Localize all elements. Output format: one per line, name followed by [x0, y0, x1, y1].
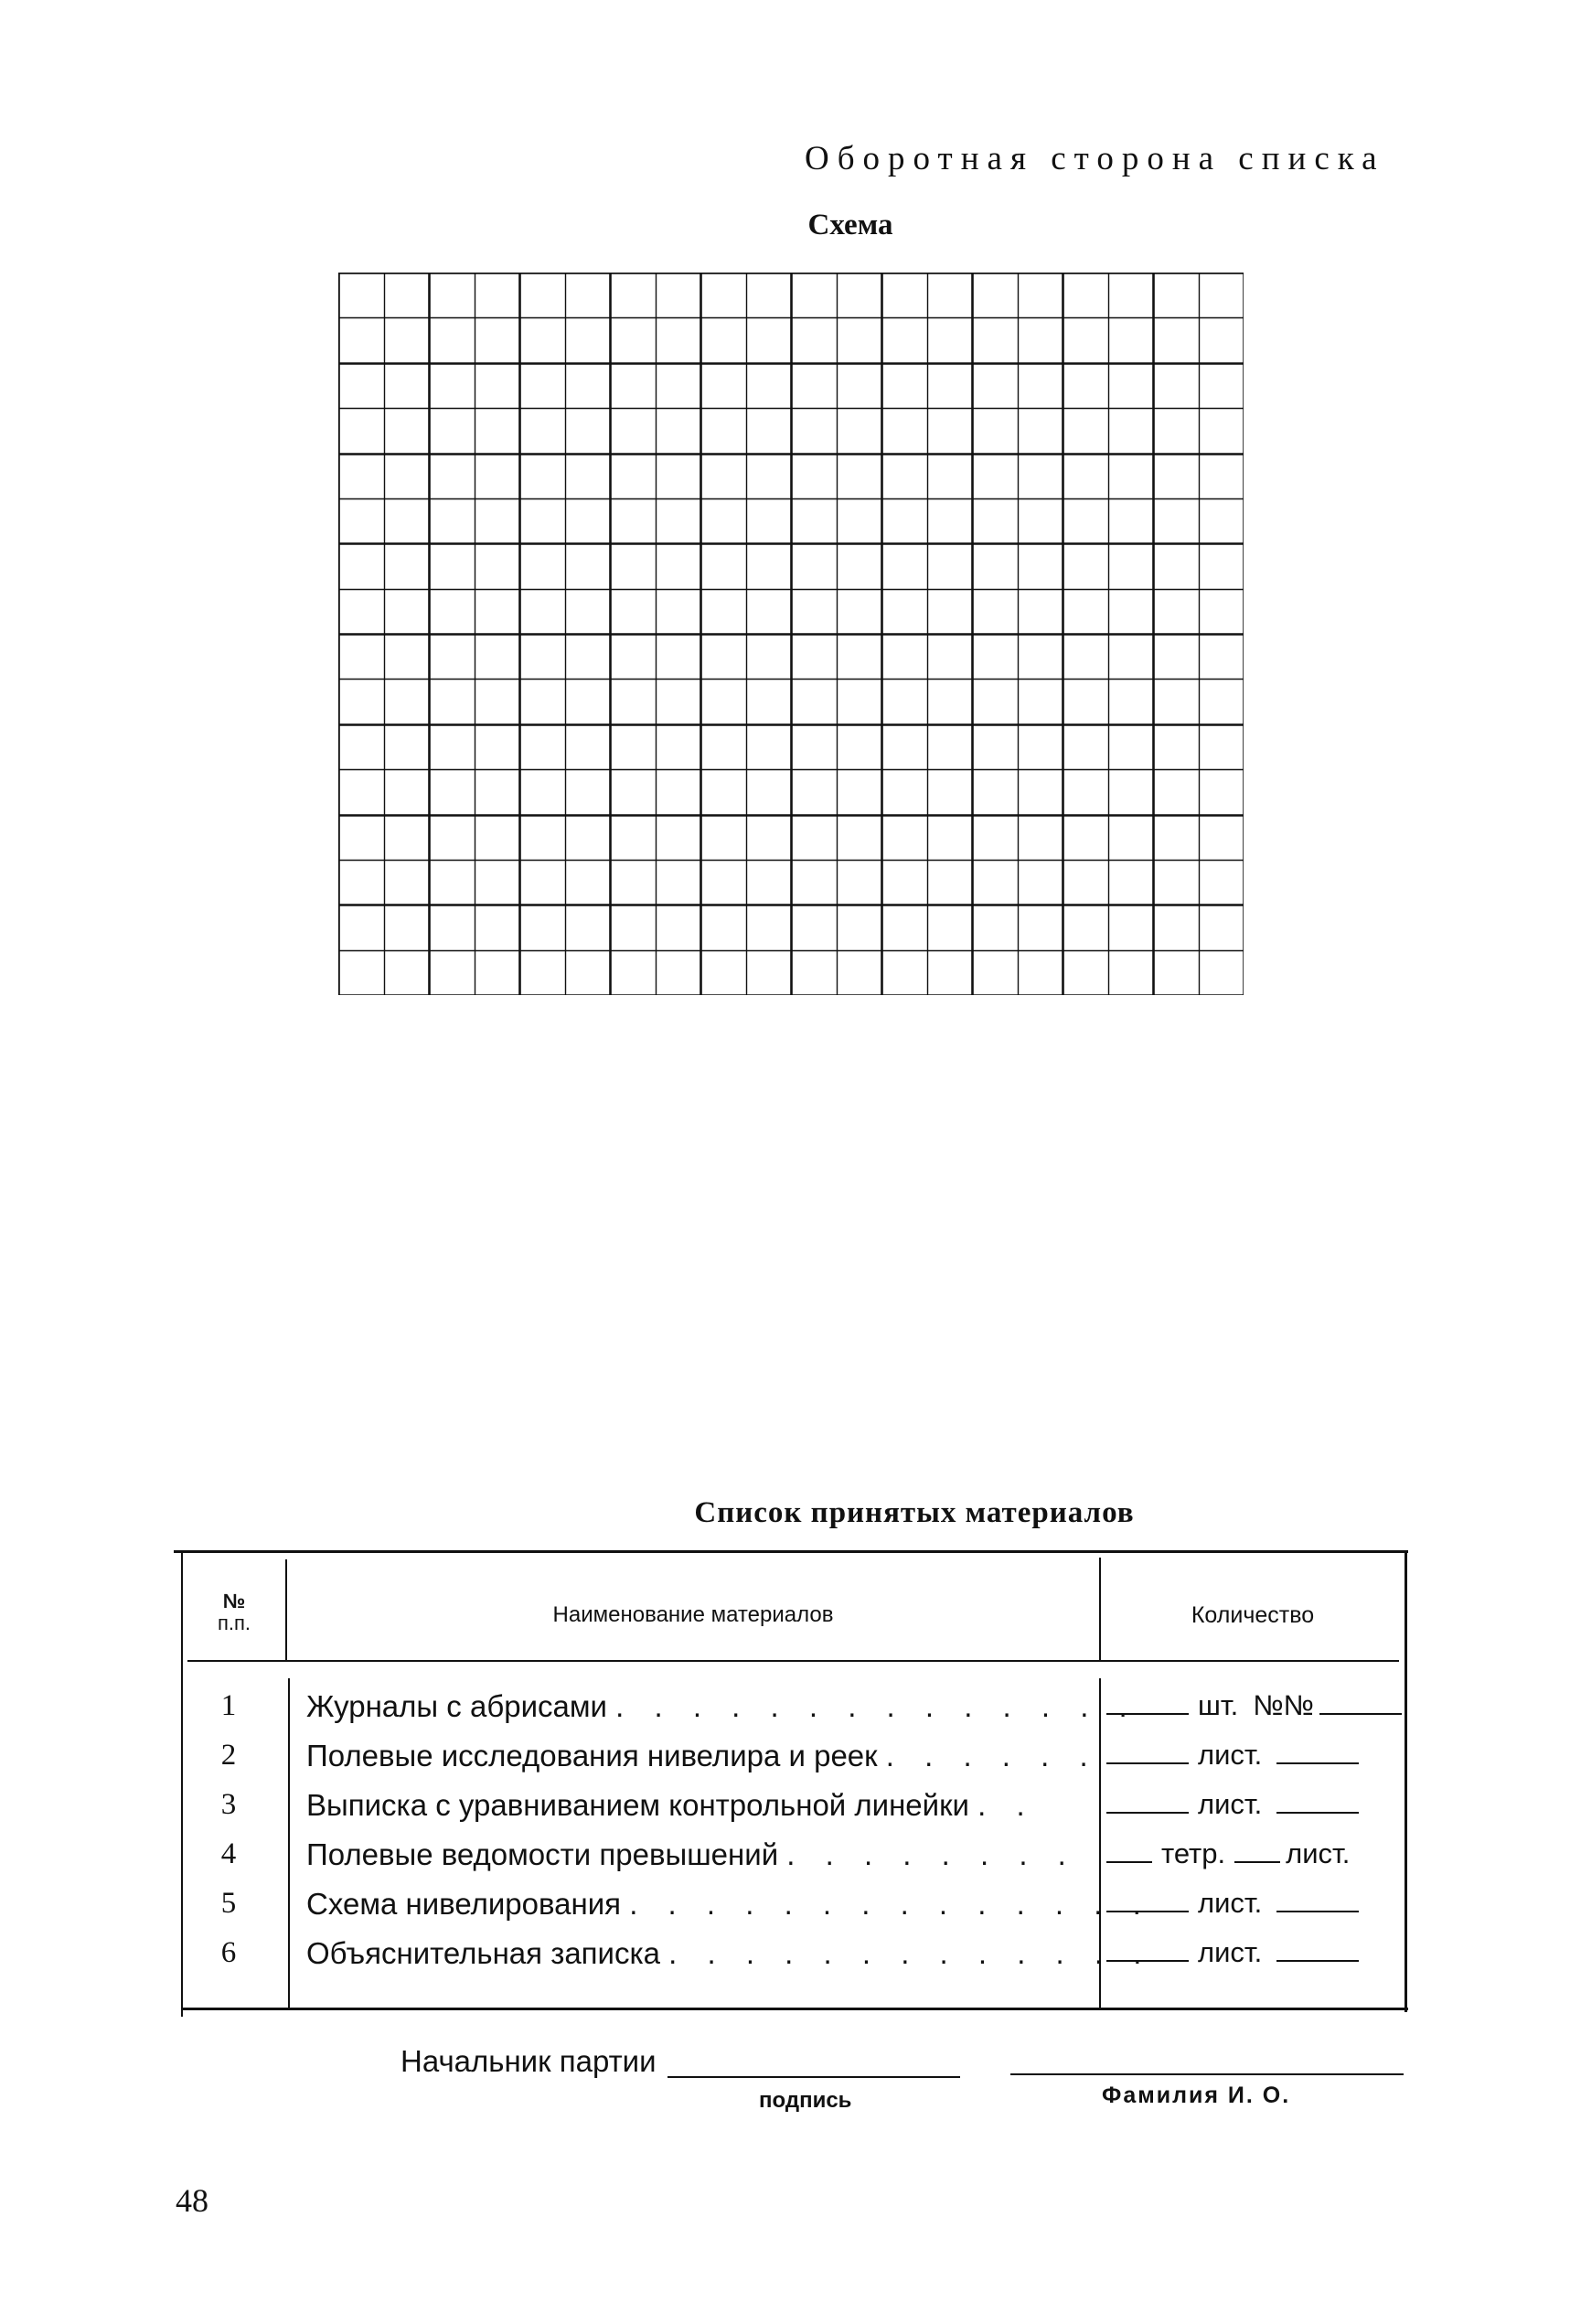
row-leader-dots: . . . . . . . . . . . . . . — [629, 1887, 1152, 1921]
row-name-text: Журналы с абрисами — [306, 1689, 607, 1723]
page-number: 48 — [176, 2182, 208, 2219]
row-leader-dots: . . . . . . . . . . . . . — [668, 1936, 1153, 1970]
signature-block — [174, 2044, 1408, 2126]
row-leader-dots: . . — [977, 1788, 1036, 1822]
qty-blank-a[interactable] — [1106, 1691, 1189, 1715]
qty-blank-a[interactable] — [1106, 1938, 1189, 1962]
page-header: Оборотная сторона списка — [805, 140, 1385, 177]
table-row — [174, 1739, 1408, 1788]
row-quantity — [1106, 1788, 1408, 1821]
signature-label: Начальник партии — [401, 2044, 657, 2078]
row-name-text: Полевые исследования нивелира и реек — [306, 1739, 878, 1772]
row-quantity — [1106, 1936, 1408, 1969]
table-row — [174, 1689, 1408, 1739]
qty-unit-a: лист. — [1198, 1739, 1263, 1771]
row-leader-dots: . . . . . . . . . . . . . . — [615, 1689, 1138, 1723]
scheme-grid — [338, 273, 1244, 995]
column-header-num-symbol: № — [222, 1590, 246, 1612]
qty-unit-a: лист. — [1198, 1887, 1263, 1919]
column-header-num-abbr: п.п. — [217, 1612, 251, 1634]
qty-blank-a[interactable] — [1106, 1740, 1189, 1764]
row-name-text: Объяснительная записка — [306, 1936, 660, 1970]
qty-blank-a[interactable] — [1106, 1839, 1152, 1863]
row-quantity — [1106, 1739, 1408, 1772]
table-row — [174, 1837, 1408, 1887]
signature-caption: подпись — [759, 2088, 852, 2113]
qty-blank-b[interactable] — [1276, 1740, 1359, 1764]
row-name-text: Выписка с уравниванием контрольной линейки — [306, 1788, 969, 1822]
qty-unit-a: лист. — [1198, 1936, 1263, 1968]
qty-blank-b[interactable] — [1276, 1790, 1359, 1814]
row-name-text: Полевые ведомости превышений — [306, 1837, 779, 1871]
signature-line[interactable] — [668, 2076, 960, 2078]
scheme-title: Схема — [807, 209, 893, 241]
name-line[interactable] — [1010, 2073, 1404, 2075]
column-header-qty: Количество — [1191, 1602, 1315, 1628]
row-number: 2 — [220, 1739, 237, 1772]
row-leader-dots: . . . . . . . . — [786, 1837, 1077, 1871]
qty-unit-a: тетр. — [1161, 1837, 1226, 1869]
qty-blank-a[interactable] — [1106, 1790, 1189, 1814]
row-number: 5 — [220, 1887, 237, 1920]
materials-list-title: Список принятых материалов — [694, 1496, 1135, 1529]
row-name-text: Схема нивелирования — [306, 1887, 622, 1921]
qty-unit-b: лист. — [1286, 1837, 1351, 1869]
table-row — [174, 1887, 1408, 1936]
table-row — [174, 1788, 1408, 1837]
qty-unit-b: №№ — [1253, 1689, 1314, 1721]
qty-unit-a: шт. — [1198, 1689, 1239, 1721]
row-number: 6 — [220, 1936, 237, 1969]
row-number: 1 — [220, 1689, 237, 1722]
qty-blank-a[interactable] — [1106, 1889, 1189, 1912]
table-row — [174, 1936, 1408, 1986]
row-quantity — [1106, 1887, 1408, 1920]
qty-blank-b[interactable] — [1276, 1889, 1359, 1912]
row-number: 4 — [220, 1837, 237, 1870]
qty-blank-b[interactable] — [1276, 1938, 1359, 1962]
row-quantity — [1106, 1689, 1408, 1722]
materials-table — [174, 1550, 1408, 2026]
row-quantity — [1106, 1837, 1408, 1870]
name-caption: Фамилия И. О. — [1102, 2083, 1291, 2108]
qty-blank-b[interactable] — [1319, 1691, 1402, 1715]
qty-blank-mid[interactable] — [1234, 1839, 1280, 1863]
qty-unit-a: лист. — [1198, 1788, 1263, 1820]
row-number: 3 — [220, 1788, 237, 1821]
column-header-num — [183, 1590, 285, 1634]
column-header-name: Наименование материалов — [552, 1602, 834, 1627]
row-leader-dots: . . . . . . — [885, 1739, 1099, 1772]
